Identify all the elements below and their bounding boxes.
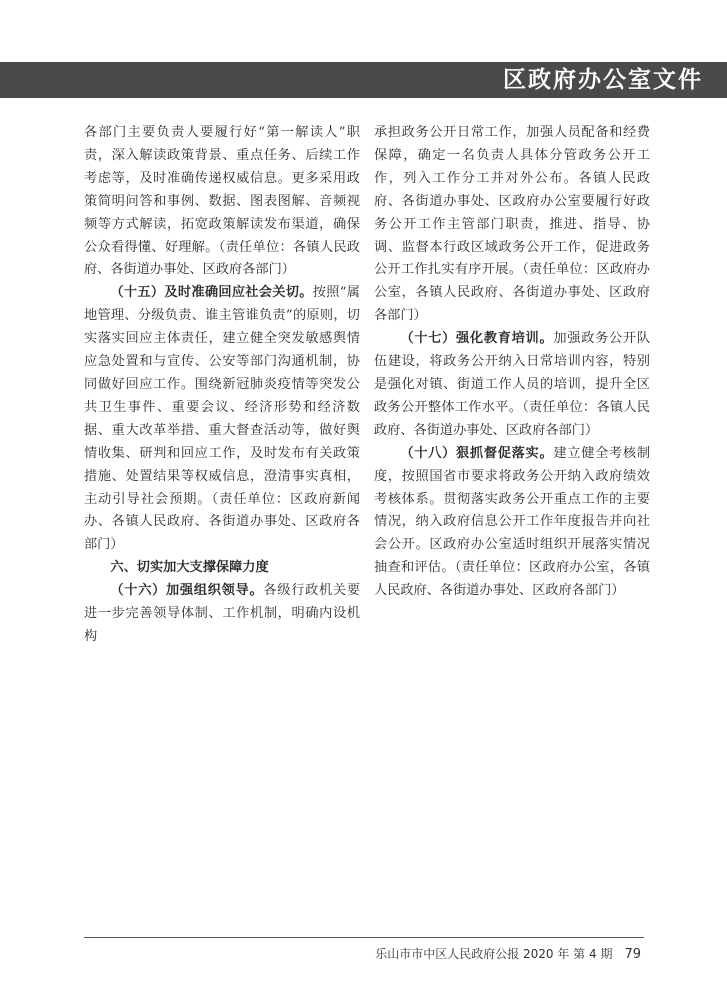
item-body: 各级行政机关要进一步完善领导体制、工作机制，明确内设机构 xyxy=(84,583,361,644)
section-title: 六、切实加大支撑保障力度 xyxy=(110,560,269,576)
item-heading: （十八）狠抓督促落实。 xyxy=(400,445,554,461)
paragraph: 承担政务公开日常工作，加强人员配备和经费保障，确定一名负责人具体分管政务公开工作，列入工作分工并对外公布。各镇人民政府、各街道办事处、区政府办公室要履行好政务公开工作主管部门职责，推进、指导、协调、监督本行政区域政务公开工作，促进政务公开工作扎实有序开展。（责任单位：区政府办公室，各镇人民政府、各街道办事处、区政府各部门） xyxy=(374,125,650,324)
item-heading: （十六）加强组织领导。 xyxy=(110,583,264,599)
right-column xyxy=(374,122,650,603)
publication-name: 乐山市市中区人民政府公报 2020 年 第 4 期 xyxy=(375,947,613,961)
footer-divider xyxy=(84,937,644,938)
item-heading: （十五）及时准确回应社会关切。 xyxy=(110,285,313,301)
section-header-title: 区政府办公室文件 xyxy=(503,67,703,93)
left-column xyxy=(84,122,360,649)
header-band xyxy=(0,62,727,98)
page-number: 79 xyxy=(624,947,641,962)
paragraph xyxy=(84,282,360,557)
paragraph xyxy=(374,328,650,443)
item-heading: （十七）强化教育培训。 xyxy=(400,331,554,347)
item-body: 加强政务公开队伍建设，将政务公开纳入日常培训内容，特别是强化对镇、街道工作人员的培训，提升全区政务公开整体工作水平。（责任单位：各镇人民政府、各街道办事处、区政府各部门） xyxy=(374,331,651,438)
paragraph: 各部门主要负责人要履行好“第一解读人”职责，深入解读政策背景、重点任务、后续工作考虑等，及时准确传递权威信息。更多采用政策简明问答和事例、数据、图表图解、音频视频等方式解读，拓宽政策解读发布渠道，确保公众看得懂、好理解。（责任单位：各镇人民政府、各街道办事处、区政府各部门） xyxy=(84,125,360,278)
page-footer xyxy=(375,945,641,962)
item-body: 建立健全考核制度，按照国省市要求将政务公开纳入政府绩效考核体系。贯彻落实政务公开重点工作的主要情况，纳入政府信息公开工作年度报告并向社会公开。区政府办公室适时组织开展落实情况抽查和评估。（责任单位：区政府办公室，各镇人民政府、各街道办事处、区政府各部门） xyxy=(374,445,651,599)
item-body: 按照“属地管理、分级负责、谁主管谁负责”的原则，切实落实回应主体责任，建立健全突发敏感舆情应急处置和与宣传、公安等部门沟通机制，协同做好回应工作。围绕新冠肺炎疫情等突发公共卫生事件、重要会议、经济形势和经济数据、重大改革举措、重大督查活动等，做好舆情收集、研判和回应工作，及时发布有关政策措施、处置结果等权威信息，澄清事实真相，主动引导社会预期。（责任单位：区政府新闻办、各镇人民政府、各街道办事处、区政府各部门） xyxy=(84,285,360,553)
paragraph xyxy=(84,580,360,649)
paragraph xyxy=(374,443,650,603)
